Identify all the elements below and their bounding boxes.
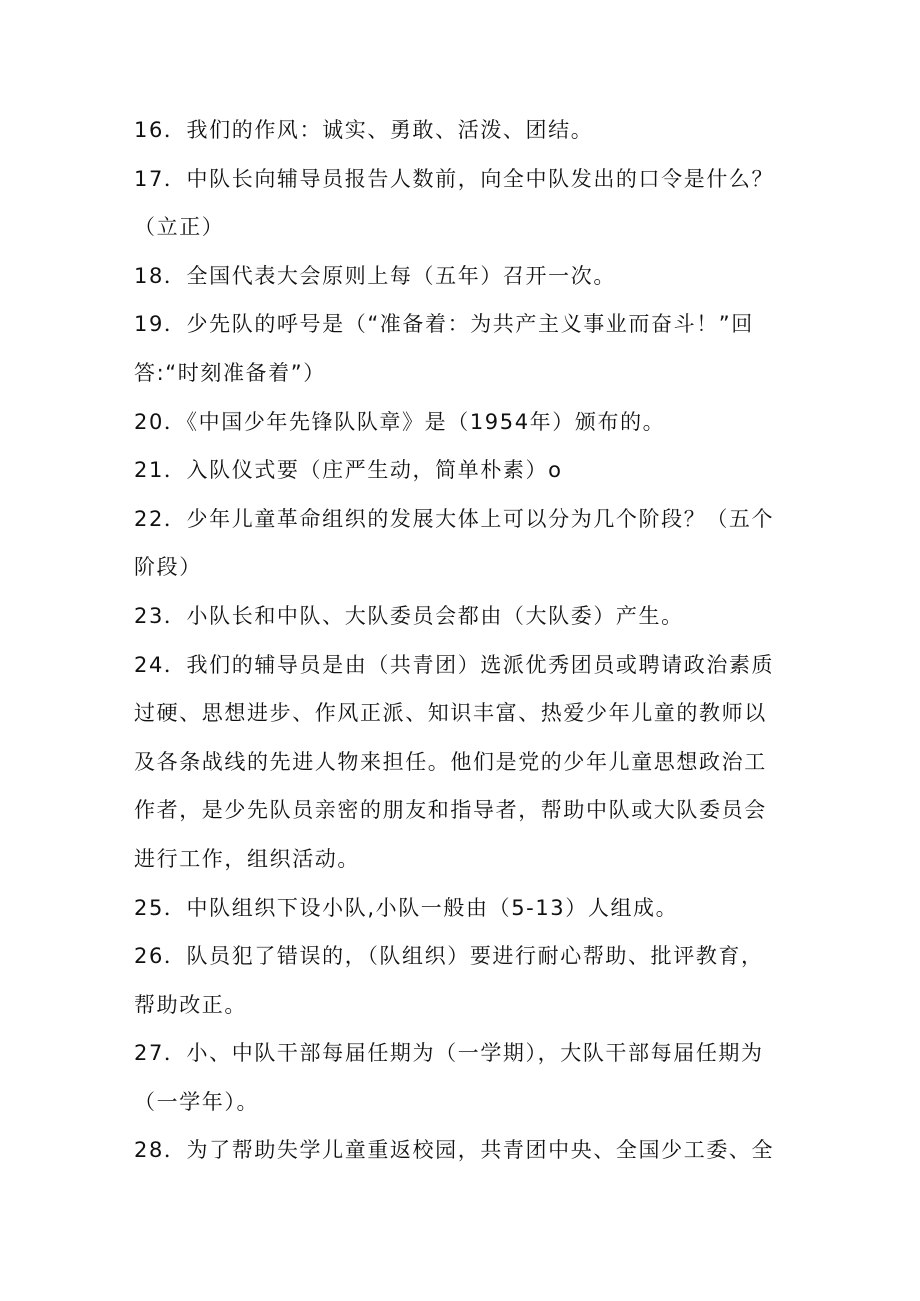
text-line: 作者，是少先队员亲密的朋友和指导者，帮助中队或大队委员会 (134, 798, 767, 823)
document-page (134, 106, 790, 1175)
list-item-26 (134, 932, 790, 1029)
text-line: 21．入队仪式要（庄严生动，简单朴素）o (134, 458, 563, 483)
text-line: （一学年）。 (134, 1089, 260, 1114)
list-item-17 (134, 155, 790, 252)
text-line: 23．小队长和中队、大队委员会都由（大队委）产生。 (134, 603, 684, 628)
text-line: 27．小、中队干部每届任期为（一学期），大队干部每届任期为 (134, 1041, 764, 1066)
text-line: 28．为了帮助失学儿童重返校园，共青团中央、全国少工委、全 (134, 1138, 775, 1163)
text-line: 18．全国代表大会原则上每（五年）召开一次。 (134, 263, 616, 288)
text-line: 19．少先队的呼号是（“准备着：为共产主义事业而奋斗！”回 (134, 312, 754, 337)
list-item-22 (134, 495, 790, 592)
text-line: 24．我们的辅导员是由（共青团）选派优秀团员或聘请政治素质 (134, 652, 775, 677)
text-line: 26．队员犯了错误的，（队组织）要进行耐心帮助、批评教育， (134, 944, 764, 969)
list-item-21 (134, 446, 790, 495)
text-line: 过硬、思想进步、作风正派、知识丰富、热爱少年儿童的教师以 (134, 701, 767, 726)
list-item-16 (134, 106, 790, 155)
text-line: 17．中队长向辅导员报告人数前，向全中队发出的口令是什么？ (134, 166, 775, 191)
text-line: 进行工作，组织活动。 (134, 846, 360, 871)
text-line: 25．中队组织下设小队,小队一般由（5-13）人组成。 (134, 895, 679, 920)
list-item-19 (134, 300, 790, 397)
text-line: 帮助改正。 (134, 992, 247, 1017)
list-item-18 (134, 252, 790, 301)
list-item-28 (134, 1126, 790, 1175)
list-item-24 (134, 641, 790, 884)
text-line: 22．少年儿童革命组织的发展大体上可以分为几个阶段？（五个 (134, 506, 775, 531)
text-line: 20．《中国少年先锋队队章》是（1954年）颁布的。 (134, 409, 666, 434)
list-item-25 (134, 884, 790, 933)
list-item-27 (134, 1029, 790, 1126)
text-line: （立正） (134, 215, 225, 240)
text-line: 答:“时刻准备着”） (134, 360, 326, 385)
text-line: 及各条战线的先进人物来担任。他们是党的少年儿童思想政治工 (134, 749, 767, 774)
list-item-23 (134, 592, 790, 641)
text-line: 阶段） (134, 555, 202, 580)
text-line: 16．我们的作风：诚实、勇敢、活泼、团结。 (134, 118, 594, 142)
list-item-20 (134, 398, 790, 447)
